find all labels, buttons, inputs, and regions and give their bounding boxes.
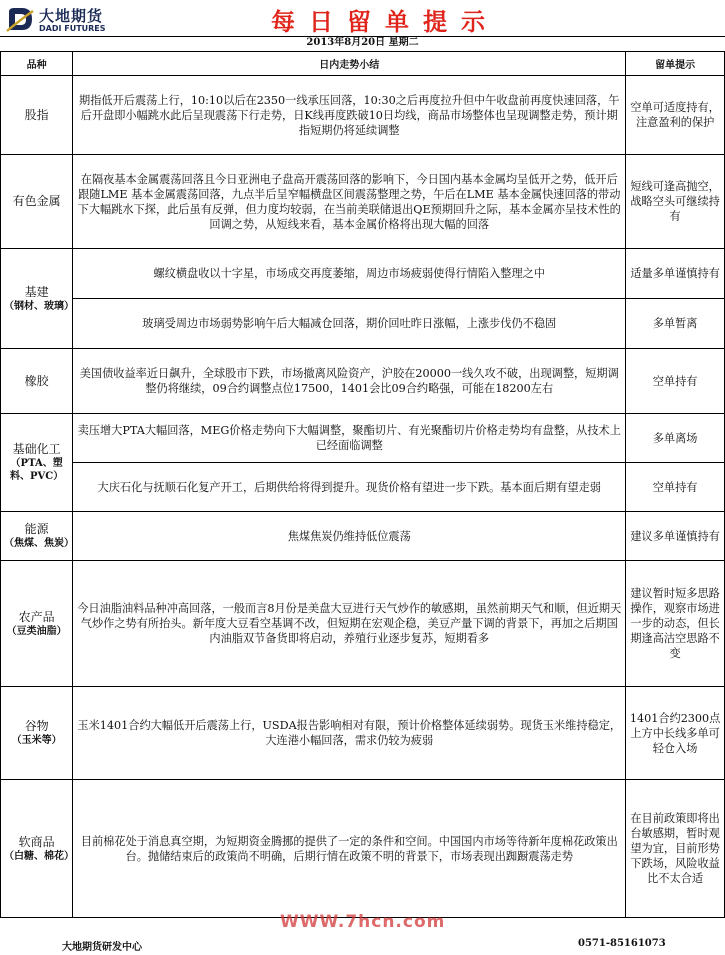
variety-name: 谷物 bbox=[24, 719, 49, 733]
tip-cell: 适量多单谨慎持有 bbox=[626, 249, 725, 299]
table-row bbox=[1, 780, 725, 918]
report-date: 2013年8月20日 星期二 bbox=[306, 37, 419, 48]
column-header-summary: 日内走势小结 bbox=[73, 52, 626, 76]
table-row bbox=[1, 414, 725, 463]
variety-subtitle: （玉米等） bbox=[11, 735, 62, 746]
footer-company: 大地期货研发中心 bbox=[62, 942, 142, 953]
summary-cell: 目前棉花处于消息真空期，为短期资金腾挪的提供了一定的条件和空间。中国国内市场等待新年度棉花政策出台。抛储结束后的政策尚不明确，后期行情在政策不明的背景下，市场表现出踟蹰震荡走势 bbox=[73, 780, 626, 918]
variety-name: 能源 bbox=[24, 522, 49, 536]
table-row bbox=[1, 512, 725, 561]
tip-cell: 空单持有 bbox=[626, 349, 725, 414]
table-row bbox=[1, 349, 725, 414]
table-row bbox=[1, 687, 725, 780]
logo-english-text: DADI FUTURES bbox=[39, 24, 106, 33]
summary-cell: 美国债收益率近日飙升，全球股市下跌，市场撤离风险资产，沪胶在20000一线久攻不破，出现调整，短期调整仍将继续，09合约调整点位17500，1401会比09合约略强，可能在18200左右 bbox=[73, 349, 626, 414]
table-row bbox=[1, 249, 725, 299]
variety-cell bbox=[1, 349, 73, 414]
variety-name: 橡胶 bbox=[24, 373, 49, 388]
variety-cell bbox=[1, 155, 73, 249]
table-row bbox=[1, 561, 725, 687]
site-watermark: WWW.7hcn.com bbox=[280, 912, 446, 932]
summary-cell: 玉米1401合约大幅低开后震荡上行，USDA报告影响相对有限，预计价格整体延续弱势。现货玉米维持稳定，大连港小幅回落，需求仍较为疲弱 bbox=[73, 687, 626, 780]
variety-cell bbox=[1, 249, 73, 349]
summary-cell: 焦煤焦炭仍维持低位震荡 bbox=[73, 512, 626, 561]
summary-cell: 螺纹横盘收以十字星，市场成交再度萎缩，周边市场疲弱使得行情陷入整理之中 bbox=[73, 249, 626, 299]
tip-cell: 1401合约2300点上方中长线多单可轻仓入场 bbox=[626, 687, 725, 780]
variety-cell bbox=[1, 687, 73, 780]
tip-cell: 建议暂时短多思路操作，观察市场进一步的动态，但长期逢高沽空思路不变 bbox=[626, 561, 725, 687]
tip-cell: 建议多单谨慎持有 bbox=[626, 512, 725, 561]
variety-subtitle: （豆类油脂） bbox=[6, 625, 67, 637]
company-logo bbox=[6, 4, 118, 34]
page-title: 每日留单提示 bbox=[271, 8, 499, 36]
variety-name: 农产品 bbox=[18, 609, 55, 624]
variety-name: 基建 bbox=[24, 284, 49, 299]
tip-cell: 在目前政策即将出台敏感期，暂时观望为宜，目前形势下跌场，风险收益比不太合适 bbox=[626, 780, 725, 918]
footer bbox=[0, 935, 725, 955]
variety-subtitle: （白糖、棉花） bbox=[4, 850, 74, 862]
tip-cell: 空单持有 bbox=[626, 463, 725, 512]
variety-subtitle: （钢材、玻璃） bbox=[4, 300, 74, 312]
variety-name: 基础化工 bbox=[12, 442, 61, 456]
header bbox=[0, 0, 725, 37]
table-header-row bbox=[1, 52, 725, 76]
table-row bbox=[1, 463, 725, 512]
summary-cell: 卖压增大PTA大幅回落，MEG价格走势向下大幅调整，聚酯切片、有光聚酯切片价格走势均有盘整，从技术上已经面临调整 bbox=[73, 414, 626, 463]
variety-name: 股指 bbox=[24, 107, 49, 122]
tip-cell: 短线可逢高抛空，战略空头可继续持有 bbox=[626, 155, 725, 249]
summary-cell: 今日油脂油料品种冲高回落，一般而言8月份是美盘大豆进行天气炒作的敏感期，虽然前期天气和顺，但近期天气炒作之势有所抬头。新年度大豆看空基调不改，但短期在宏观企稳，美豆产量下调的背景下，再加之后期国内油脂双节备货即将启动，养殖行业逐步复苏，短期看多 bbox=[73, 561, 626, 687]
variety-cell bbox=[1, 414, 73, 512]
tip-cell: 多单暂离 bbox=[626, 299, 725, 349]
table-row bbox=[1, 76, 725, 155]
order-table bbox=[0, 51, 725, 918]
summary-cell: 大庆石化与抚顺石化复产开工，后期供给将得到提升。现货价格有望进一步下跌。基本面后期有望走弱 bbox=[73, 463, 626, 512]
summary-cell: 在隔夜基本金属震荡回落且今日亚洲电子盘高开震荡回落的影响下，今日国内基本金属均呈低开之势，低开后跟随LME 基本金属震荡回落，九点半后呈窄幅横盘区间震荡整理之势，午后在LME 基本金属快速回落的带动下大幅跳水下探，此后虽有反弹，但力度均较弱，在当前美联储退出QE预期回升之际，基本金属亦呈技术性的回调之势，从短线来看，基本金属价格将出现大幅的回落 bbox=[73, 155, 626, 249]
summary-cell: 期指低开后震荡上行，10:10以后在2350一线承压回落，10:30之后再度拉升但中午收盘前再度快速回落，午后开盘即小幅跳水此后呈现震荡下行走势，日K线再度跌破10日均线，商品市场整体也呈现调整走势，预计期指短期仍将延续调整 bbox=[73, 76, 626, 155]
variety-name: 有色金属 bbox=[12, 194, 61, 208]
logo-chinese-text: 大地期货 bbox=[39, 7, 104, 25]
footer-phone: 0571-85161073 bbox=[578, 938, 666, 949]
variety-name: 软商品 bbox=[18, 834, 55, 849]
logo-mark-icon bbox=[6, 6, 34, 32]
column-header-variety: 品种 bbox=[1, 52, 73, 76]
table-row bbox=[1, 299, 725, 349]
variety-cell bbox=[1, 561, 73, 687]
variety-cell bbox=[1, 512, 73, 561]
column-header-tip: 留单提示 bbox=[626, 52, 725, 76]
tip-cell: 多单离场 bbox=[626, 414, 725, 463]
variety-cell bbox=[1, 780, 73, 918]
summary-cell: 玻璃受周边市场弱势影响午后大幅减仓回落，期价回吐昨日涨幅，上涨步伐仍不稳固 bbox=[73, 299, 626, 349]
variety-subtitle: （焦煤、焦炭） bbox=[4, 538, 74, 549]
variety-cell bbox=[1, 76, 73, 155]
table-row bbox=[1, 155, 725, 249]
tip-cell: 空单可适度持有，注意盈利的保护 bbox=[626, 76, 725, 155]
variety-subtitle: （PTA、塑料、PVC） bbox=[10, 458, 64, 482]
